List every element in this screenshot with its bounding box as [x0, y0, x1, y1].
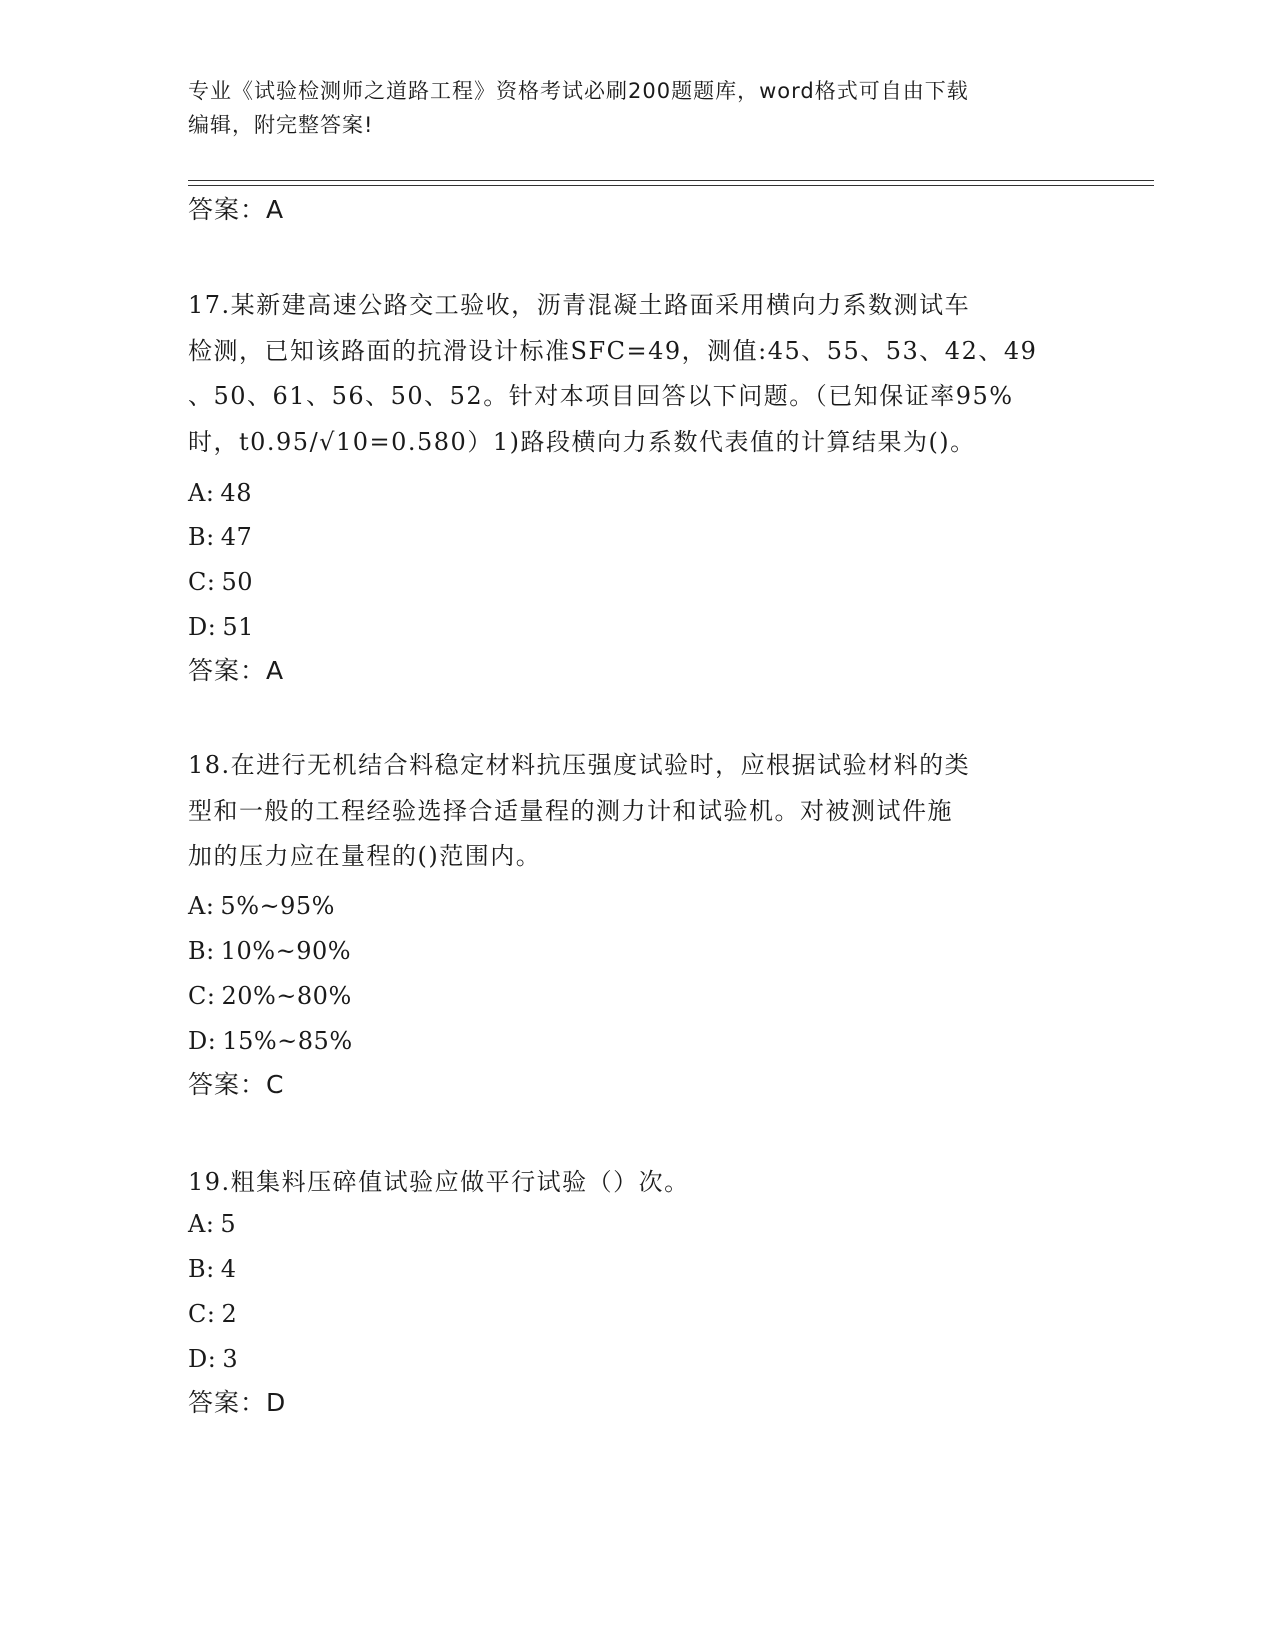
option-text: 10%~90% [220, 937, 352, 965]
stem-line: 型和一般的工程经验选择合适量程的测力计和试验机。对被测试件施 [188, 796, 953, 825]
header-line-1: 专业《试验检测师之道路工程》资格考试必刷200题题库，word格式可自由下载 [188, 79, 969, 103]
option-text: 2 [221, 1300, 238, 1328]
stem-line: 18.在进行无机结合料稳定材料抗压强度试验时，应根据试验材料的类 [188, 751, 971, 779]
option-text: 3 [222, 1345, 239, 1373]
stem-line: 时，t0.95/√10=0.580）1)路段横向力系数代表值的计算结果为()。 [188, 427, 976, 456]
question-19-option-b [188, 1251, 237, 1287]
option-text: 47 [220, 523, 253, 551]
option-letter: C: [188, 982, 216, 1010]
option-letter: D: [188, 1345, 217, 1373]
stem-line: 检测，已知该路面的抗滑设计标准SFC=49，测值:45、55、53、42、49 [188, 336, 1038, 365]
stem-line: 19.粗集料压碎值试验应做平行试验（）次。 [188, 1168, 690, 1196]
header-divider [188, 180, 1154, 186]
question-19-stem [188, 1160, 1088, 1206]
question-17-option-d [188, 609, 254, 645]
option-text: 50 [221, 568, 253, 596]
question-18-option-b [188, 933, 351, 969]
question-17-stem [188, 283, 1088, 465]
option-letter: C: [188, 568, 216, 596]
question-18-option-d [188, 1023, 353, 1059]
option-letter: B: [188, 1255, 215, 1283]
question-17-answer: 答案：A [188, 656, 285, 685]
option-text: 4 [220, 1255, 237, 1283]
question-19-option-a [188, 1206, 236, 1242]
option-letter: B: [188, 523, 215, 551]
question-19-answer: 答案：D [188, 1388, 287, 1417]
previous-answer: 答案：A [188, 195, 285, 224]
question-19-option-c [188, 1296, 237, 1332]
page-header [188, 74, 1088, 142]
header-line-2: 编辑，附完整答案! [188, 113, 374, 137]
option-text: 51 [222, 613, 254, 641]
option-text: 20%~80% [221, 982, 352, 1010]
stem-line: 加的压力应在量程的()范围内。 [188, 842, 542, 870]
question-17-option-a [188, 475, 252, 511]
question-18-stem [188, 743, 1088, 880]
question-17-option-c [188, 564, 253, 600]
stem-line: 、50、61、56、50、52。针对本项目回答以下问题。（已知保证率95% [188, 382, 1014, 410]
question-19-option-d [188, 1341, 238, 1377]
option-text: 48 [220, 479, 252, 507]
option-letter: D: [188, 1027, 217, 1055]
question-17-option-b [188, 519, 252, 555]
option-letter: B: [188, 937, 215, 965]
option-letter: A: [188, 1210, 215, 1238]
option-letter: A: [188, 892, 215, 920]
option-text: 5%~95% [220, 892, 335, 920]
question-18-answer: 答案：C [188, 1070, 285, 1099]
option-letter: A: [188, 479, 215, 507]
option-text: 5 [220, 1210, 237, 1238]
question-18-option-c [188, 978, 352, 1014]
stem-line: 17.某新建高速公路交工验收，沥青混凝土路面采用横向力系数测试车 [188, 291, 971, 319]
option-letter: D: [188, 613, 217, 641]
option-text: 15%~85% [222, 1027, 353, 1055]
option-letter: C: [188, 1300, 216, 1328]
question-18-option-a [188, 888, 335, 924]
